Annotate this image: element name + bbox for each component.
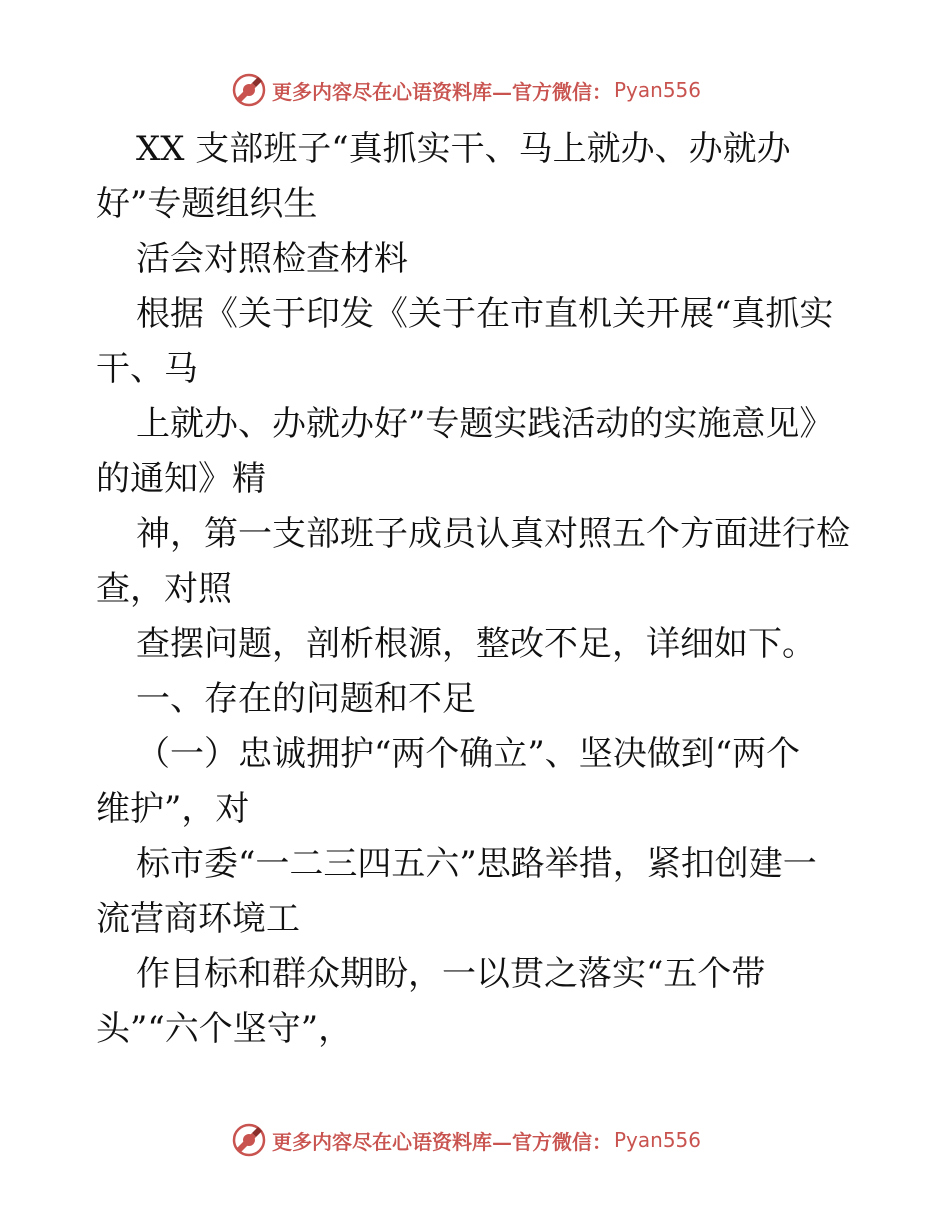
section-heading: 一、存在的问题和不足 [136, 679, 476, 719]
logo-icon [232, 1123, 266, 1157]
text-line: 维护”，对 [96, 789, 250, 829]
text-line: 上就办、办就办好”专题实践活动的实施意见》 [136, 404, 834, 444]
text-line: 作目标和群众期盼，一以贯之落实“五个带 [136, 954, 766, 994]
watermark-contact: Pyan556 [614, 1128, 702, 1152]
text-line: 查，对照 [96, 569, 232, 609]
text-line: （一）忠诚拥护“两个确立”、坚决做到“两个 [136, 734, 801, 774]
text-line: 好”专题组织生 [96, 184, 318, 224]
watermark-text: 更多内容尽在心语资料库—官方微信： [272, 1129, 612, 1154]
document-body [96, 122, 876, 1057]
text-line: 流营商环境工 [96, 899, 300, 939]
watermark-contact: Pyan556 [614, 78, 702, 102]
watermark-banner-top [232, 72, 752, 108]
text-line: 头”“六个坚守”， [96, 1009, 353, 1049]
text-line: 活会对照检查材料 [136, 239, 408, 279]
text-line: 干、马 [96, 349, 198, 389]
text-line: 根据《关于印发《关于在市直机关开展“真抓实 [136, 294, 834, 334]
text-line: 查摆问题，剖析根源，整改不足，详细如下。 [136, 624, 816, 664]
logo-icon [232, 73, 266, 107]
text-line: 神，第一支部班子成员认真对照五个方面进行检 [136, 514, 850, 554]
watermark-text: 更多内容尽在心语资料库—官方微信： [272, 79, 612, 104]
text-line: 标市委“一二三四五六”思路举措，紧扣创建一 [136, 844, 817, 884]
text-line: 的通知》精 [96, 459, 266, 499]
watermark-banner-bottom [232, 1122, 752, 1158]
text-line: XX 支部班子“真抓实干、马上就办、办就办 [136, 129, 791, 169]
